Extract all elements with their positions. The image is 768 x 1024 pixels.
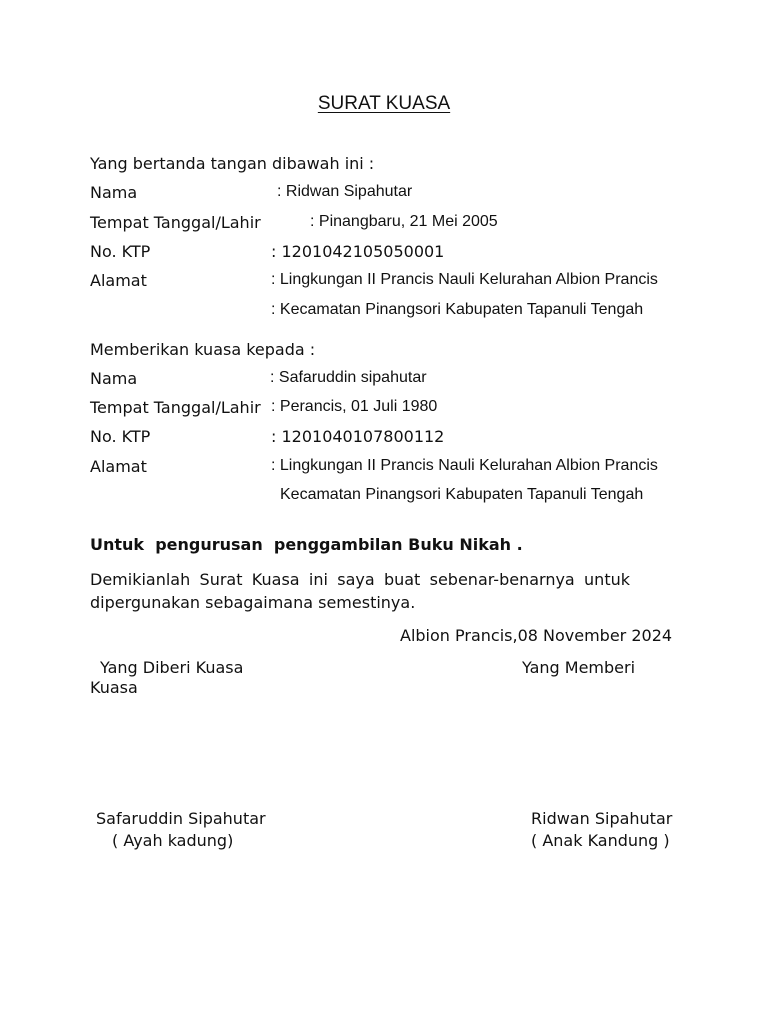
grantor-ktp-value: : 1201042105050001 [271,242,445,261]
right-signatory-name: Ridwan Sipahutar [531,809,673,828]
grantor-nama-value: : Ridwan Sipahutar [277,183,413,200]
grantee-ttl-label: Tempat Tanggal/Lahir [90,398,261,417]
grantee-alamat-label: Alamat [90,457,147,476]
grantor-ttl-label: Tempat Tanggal/Lahir [90,213,261,232]
grantor-alamat-label: Alamat [90,271,147,290]
grantor-alamat-value-1: : Lingkungan II Prancis Nauli Kelurahan Albion Prancis [271,271,658,288]
grantee-nama-label: Nama [90,369,138,388]
grantor-alamat-value-2: : Kecamatan Pinangsori Kabupaten Tapanuli Tengah [271,301,644,318]
left-signature-heading: Yang Diberi Kuasa [100,658,244,677]
grantee-alamat-value-1: : Lingkungan II Prancis Nauli Kelurahan Albion Prancis [271,457,658,474]
right-signature-heading: Yang Memberi [522,658,636,677]
right-signatory-role: ( Anak Kandung ) [531,831,670,850]
grantor-nama-label: Nama [90,183,138,202]
grant-intro-text: Memberikan kuasa kepada : [90,340,316,359]
grantor-ktp-label: No. KTP [90,242,151,261]
grantee-nama-value: : Safaruddin sipahutar [270,369,427,386]
grantee-alamat-value-2: Kecamatan Pinangsori Kabupaten Tapanuli Tengah [280,486,644,503]
purpose-text: Untuk pengurusan penggambilan Buku Nikah . [90,535,523,554]
grantee-ktp-label: No. KTP [90,427,151,446]
left-signatory-name: Safaruddin Sipahutar [96,809,266,828]
closing-paragraph: Demikianlah Surat Kuasa ini saya buat sebenar-benarnya untuk dipergunakan sebagaimana semestinya. [90,570,630,612]
intro-text: Yang bertanda tangan dibawah ini : [90,154,375,173]
left-signatory-role: ( Ayah kadung) [112,831,234,850]
signature-heading-wrap: Kuasa [90,678,138,697]
document-title: SURAT KUASA [317,93,451,114]
grantee-ktp-value: : 1201040107800112 [271,427,445,446]
grantee-ttl-value: : Perancis, 01 Juli 1980 [271,398,438,415]
place-date: Albion Prancis,08 November 2024 [400,626,673,645]
grantor-ttl-value: : Pinangbaru, 21 Mei 2005 [310,213,498,230]
